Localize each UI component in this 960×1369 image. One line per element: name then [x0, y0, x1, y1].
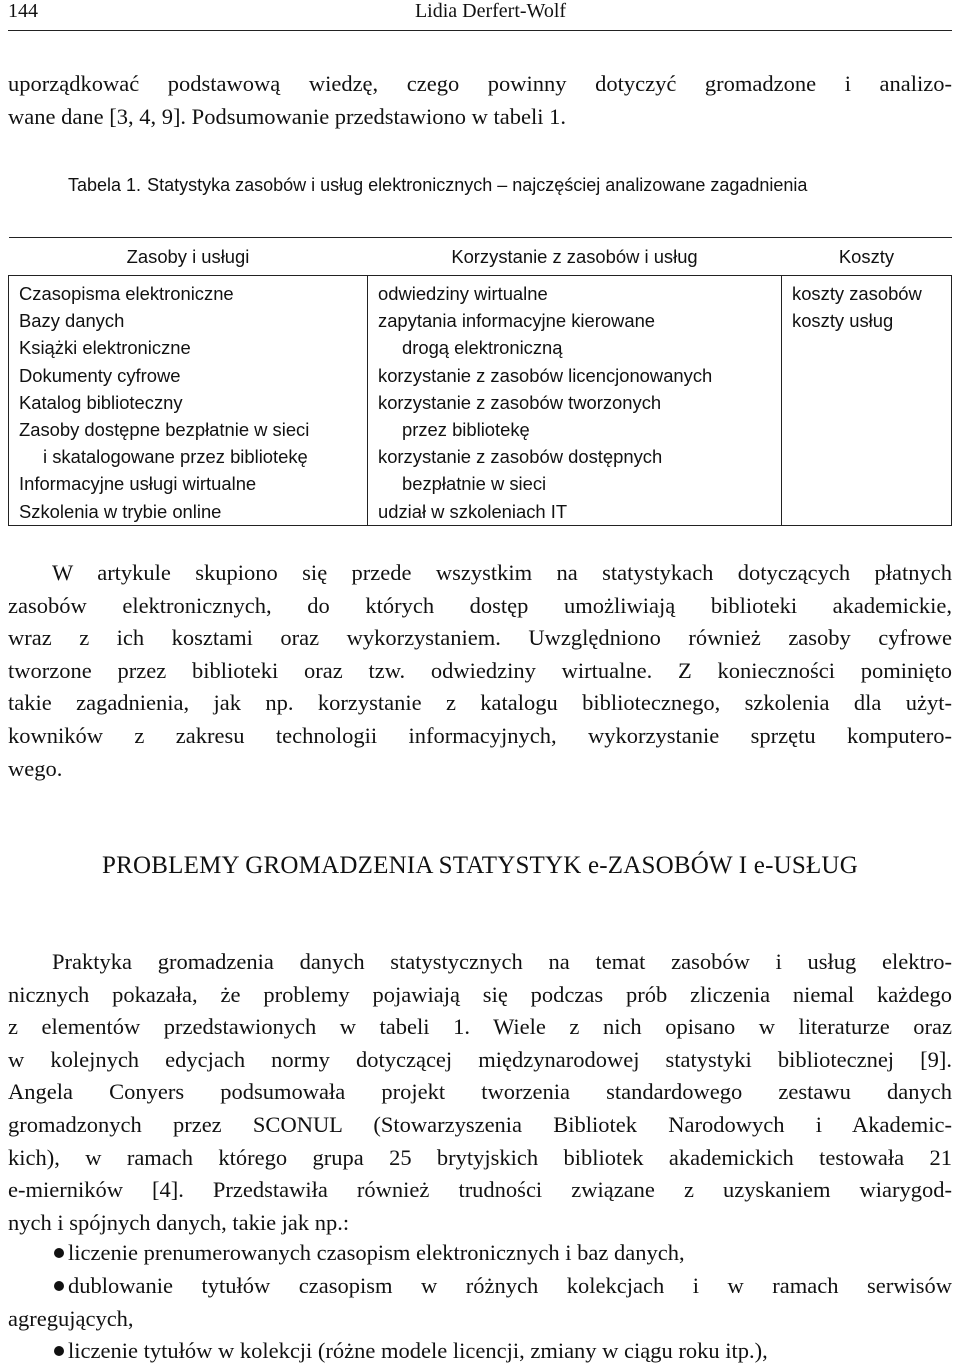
- column-header-resources: Zasoby i usługi: [9, 238, 368, 276]
- resources-cell: [9, 276, 368, 526]
- running-author: Lidia Derfert-Wolf: [414, 0, 567, 22]
- resource-item: Zasoby dostępne bezpłatnie w sieci: [19, 419, 310, 441]
- usage-item: odwiedziny wirtualne: [378, 283, 548, 304]
- header-rule: [8, 30, 952, 31]
- resource-item: Czasopisma elektroniczne: [19, 283, 234, 304]
- resource-item: Katalog biblioteczny: [19, 391, 183, 413]
- text-line: wane dane [3, 4, 9]. Podsumowanie przedstawiono w tabeli 1.: [8, 103, 566, 129]
- usage-item: korzystanie z zasobów licencjonowanych: [378, 364, 713, 386]
- text-line: nicznych pokazała, że problemy pojawiają się podczas prób zliczenia niemal każdego: [8, 981, 952, 1007]
- usage-item: korzystanie z zasobów dostępnych: [378, 446, 663, 468]
- resource-item: Dokumenty cyfrowe: [19, 364, 181, 386]
- usage-item: udział w szkoleniach IT: [378, 500, 568, 522]
- text-line: kich), w ramach którego grupa 25 brytyjskich bibliotek akademickich testowała 21: [8, 1144, 952, 1170]
- body-paragraph-scope: [8, 557, 952, 785]
- resource-item: Informacyjne usługi wirtualne: [19, 473, 257, 495]
- usage-item: korzystanie z zasobów tworzonych: [378, 391, 662, 413]
- resource-item: i skatalogowane przez bibliotekę: [43, 446, 308, 468]
- costs-cell: [782, 276, 952, 526]
- text-line: takie zagadnienia, jak np. korzystanie z katalogu bibliotecznego, szkolenia dla użyt-: [8, 690, 952, 716]
- text-line: gromadzonych przez SCONUL (Stowarzyszenia Bibliotek Narodowych i Akademic-: [8, 1111, 952, 1137]
- text-line: nych i spójnych danych, takie jak np.:: [8, 1209, 350, 1235]
- usage-item: przez bibliotekę: [402, 419, 530, 441]
- resource-item: Szkolenia w trybie online: [19, 500, 222, 522]
- cost-item: koszty usług: [792, 310, 894, 332]
- resource-item: Bazy danych: [19, 310, 125, 332]
- text-line: tworzone przez biblioteki oraz tzw. odwiedziny wirtualne. Z konieczności pominięto: [8, 657, 952, 683]
- table-row: [9, 276, 952, 526]
- intro-paragraph: [8, 68, 952, 133]
- table-header-row: [9, 238, 952, 276]
- list-item-text: dublowanie tytułów czasopism w różnych kolekcjach i w ramach serwisów: [68, 1273, 952, 1298]
- statistics-table: [8, 237, 952, 526]
- usage-cell: [368, 276, 782, 526]
- bullet-dot-icon: [54, 1248, 64, 1258]
- column-header-usage: Korzystanie z zasobów i usług: [368, 238, 782, 276]
- text-line: Angela Conyers podsumowała projekt tworzenia standardowego zestawu danych: [8, 1079, 952, 1105]
- running-header: [8, 0, 952, 30]
- bullet-dot-icon: [54, 1346, 64, 1356]
- usage-item: bezpłatnie w sieci: [402, 473, 547, 495]
- section-heading: PROBLEMY GROMADZENIA STATYSTYK e-ZASOBÓW I e-USŁUG: [102, 852, 858, 879]
- text-line: W artykule skupiono się przede wszystkim na statystykach dotyczących płatnych: [52, 560, 952, 585]
- text-line: wraz z ich kosztami oraz wykorzystaniem. Uwzględniono również zasoby cyfrowe: [8, 625, 952, 651]
- table-caption-text: Statystyka zasobów i usług elektronicznych – najczęściej analizowane zagadnienia: [147, 175, 808, 195]
- text-line: wego.: [8, 755, 63, 781]
- table-caption-label: Tabela 1.: [68, 175, 142, 195]
- body-paragraph-practice: [8, 946, 952, 1239]
- column-header-costs: Koszty: [782, 238, 952, 276]
- list-item-text: liczenie tytułów w kolekcji (różne modele licencji, zmiany w ciągu roku itp.),: [68, 1338, 768, 1363]
- text-line: kowników z zakresu technologii informacyjnych, wykorzystanie sprzętu komputero-: [8, 722, 952, 748]
- list-item: [68, 1335, 952, 1368]
- text-line: w kolejnych edycjach normy dotyczącej międzynarodowej statystyki bibliotecznej [9].: [8, 1046, 952, 1072]
- text-line: e-mierników [4]. Przedstawiła również trudności związane z uzyskaniem wiarygod-: [8, 1177, 952, 1203]
- resource-item: Książki elektroniczne: [19, 337, 191, 359]
- list-item-text-continued: agregujących,: [8, 1305, 134, 1331]
- list-item-text: liczenie prenumerowanych czasopism elektronicznych i baz danych,: [68, 1240, 685, 1265]
- table-caption: [68, 175, 813, 196]
- list-item: [68, 1237, 952, 1270]
- list-item: [8, 1270, 952, 1335]
- text-line: Praktyka gromadzenia danych statystycznych na temat zasobów i usług elektro-: [52, 949, 952, 974]
- text-line: uporządkować podstawową wiedzę, czego powinny dotyczyć gromadzone i analizo-: [8, 71, 952, 96]
- usage-item: zapytania informacyjne kierowane: [378, 310, 656, 332]
- cost-item: koszty zasobów: [792, 283, 922, 304]
- text-line: zasobów elektronicznych, do których dostęp umożliwiają biblioteki akademickie,: [8, 592, 952, 618]
- usage-item: drogą elektroniczną: [402, 337, 563, 359]
- page-number: 144: [8, 0, 38, 22]
- text-line: z elementów przedstawionych w tabeli 1. Wiele z nich opisano w literaturze oraz: [8, 1014, 952, 1040]
